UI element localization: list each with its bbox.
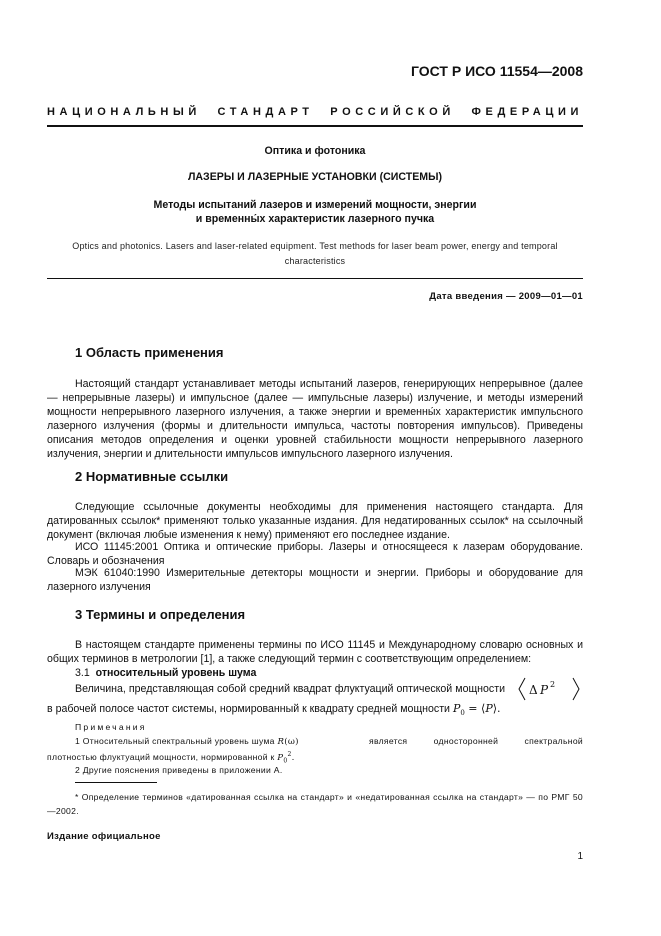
note-2: 2 Другие пояснения приведены в приложении А. bbox=[75, 765, 283, 775]
title-sub-line1: Методы испытаний лазеров и измерений мощности, энергии bbox=[153, 199, 477, 211]
section-2-text: Следующие ссылочные документы необходимы для применения настоящего стандарта. Для датированных ссылок* применяют только указанные издания. Для недатированных ссылок* на ссылочный документ (включая любые изменения к нему) применяют его последнее издание. bbox=[47, 501, 583, 541]
title-category: Оптика и фотоника bbox=[264, 145, 366, 157]
title-sub-line2: и временны́х характеристик лазерного пучка bbox=[195, 213, 435, 225]
title-main: ЛАЗЕРЫ И ЛАЗЕРНЫЕ УСТАНОВКИ (СИСТЕМЫ) bbox=[187, 171, 443, 183]
formula-noise-spectrum: R(ω) bbox=[277, 737, 299, 747]
note-1-text: является односторонней спектральной плотностью флуктуаций мощности, нормированной к bbox=[47, 736, 583, 762]
section-2-ref-2: МЭК 61040:1990 Измерительные детекторы мощности и энергии. Приборы и оборудование для лазерного излучения bbox=[47, 567, 583, 593]
section-1-text: Настоящий стандарт устанавливает методы испытаний лазеров, генерирующих непрерывное (далее — непрерывные лазеры) и импульсное (далее — импульсные лазеры) излучение, и методы измерений мощности непрерывного лазерного излучения, а также энергии и временны́х характеристик импульсного лазерного излучения (формы и длительности импульса, частоты повторения импульсов). Приведены описания методов определения и оценки уровней стабильности мощности непрерывного лазерного излучения, энергии и длительности импульсов импульсного лазерного излучения. bbox=[47, 378, 583, 460]
notes-heading: Примечания bbox=[75, 722, 147, 732]
national-standard-banner bbox=[47, 105, 583, 119]
note-1-lead: 1 Относительный спектральный уровень шума bbox=[75, 736, 275, 746]
section-1-heading: 1 Область применения bbox=[75, 345, 224, 360]
definition-line-1: Величина, представляющая собой средний квадрат флуктуаций оптической мощности bbox=[75, 683, 505, 695]
definition-line-2 bbox=[47, 702, 501, 720]
svg-text:P: P bbox=[540, 683, 549, 697]
title-rule bbox=[47, 278, 583, 279]
title-english-line1: Optics and photonics. Lasers and laser-related equipment. Test methods for laser beam power, energy and temporal bbox=[72, 241, 558, 251]
term-name: относительный уровень шума bbox=[95, 667, 257, 679]
banner-word-2: СТАНДАРТ bbox=[217, 106, 314, 118]
page-number: 1 bbox=[577, 851, 583, 862]
banner-word-1: НАЦИОНАЛЬНЫЙ bbox=[47, 106, 201, 118]
svg-text:2: 2 bbox=[550, 680, 556, 689]
header-rule bbox=[47, 125, 583, 127]
term-number: 3.1 bbox=[75, 667, 90, 679]
edition-label: Издание официальное bbox=[47, 831, 161, 842]
section-2-heading: 2 Нормативные ссылки bbox=[75, 469, 229, 484]
formula-mean-power: $P_0$ = ⟨P⟩. bbox=[452, 702, 501, 718]
section-3-text: В настоящем стандарте применены термины по ИСО 11145 и Международному словарю основных и общих терминов в метрологии [1], а также следующий термин с соответствующим определением: bbox=[47, 639, 583, 665]
section-3-heading: 3 Термины и определения bbox=[75, 607, 246, 622]
banner-word-4: ФЕДЕРАЦИИ bbox=[471, 106, 583, 118]
term-entry bbox=[75, 666, 256, 680]
title-english-line2: characteristics bbox=[284, 256, 346, 266]
footnote: * Определение терминов «датированная ссылка на стандарт» и «недатированная ссылка на стандарт» — по РМГ 50—2002. bbox=[47, 792, 583, 816]
section-2-ref-1: ИСО 11145:2001 Оптика и оптические приборы. Лазеры и относящееся к лазерам оборудование. Словарь и обозначения bbox=[47, 541, 583, 567]
formula-p0-squared: $P_0^2$. bbox=[277, 751, 295, 765]
date-introduced: Дата введения — 2009—01—01 bbox=[429, 291, 583, 302]
formula-mean-square-fluctuation bbox=[517, 676, 583, 702]
banner-word-3: РОССИЙСКОЙ bbox=[330, 106, 455, 118]
svg-text:Δ: Δ bbox=[529, 683, 538, 697]
definition-line-2-text: в рабочей полосе частот системы, нормированный к квадрату средней мощности bbox=[47, 703, 450, 715]
document-code: ГОСТ Р ИСО 11554—2008 bbox=[411, 63, 583, 79]
footnote-rule bbox=[75, 782, 157, 783]
